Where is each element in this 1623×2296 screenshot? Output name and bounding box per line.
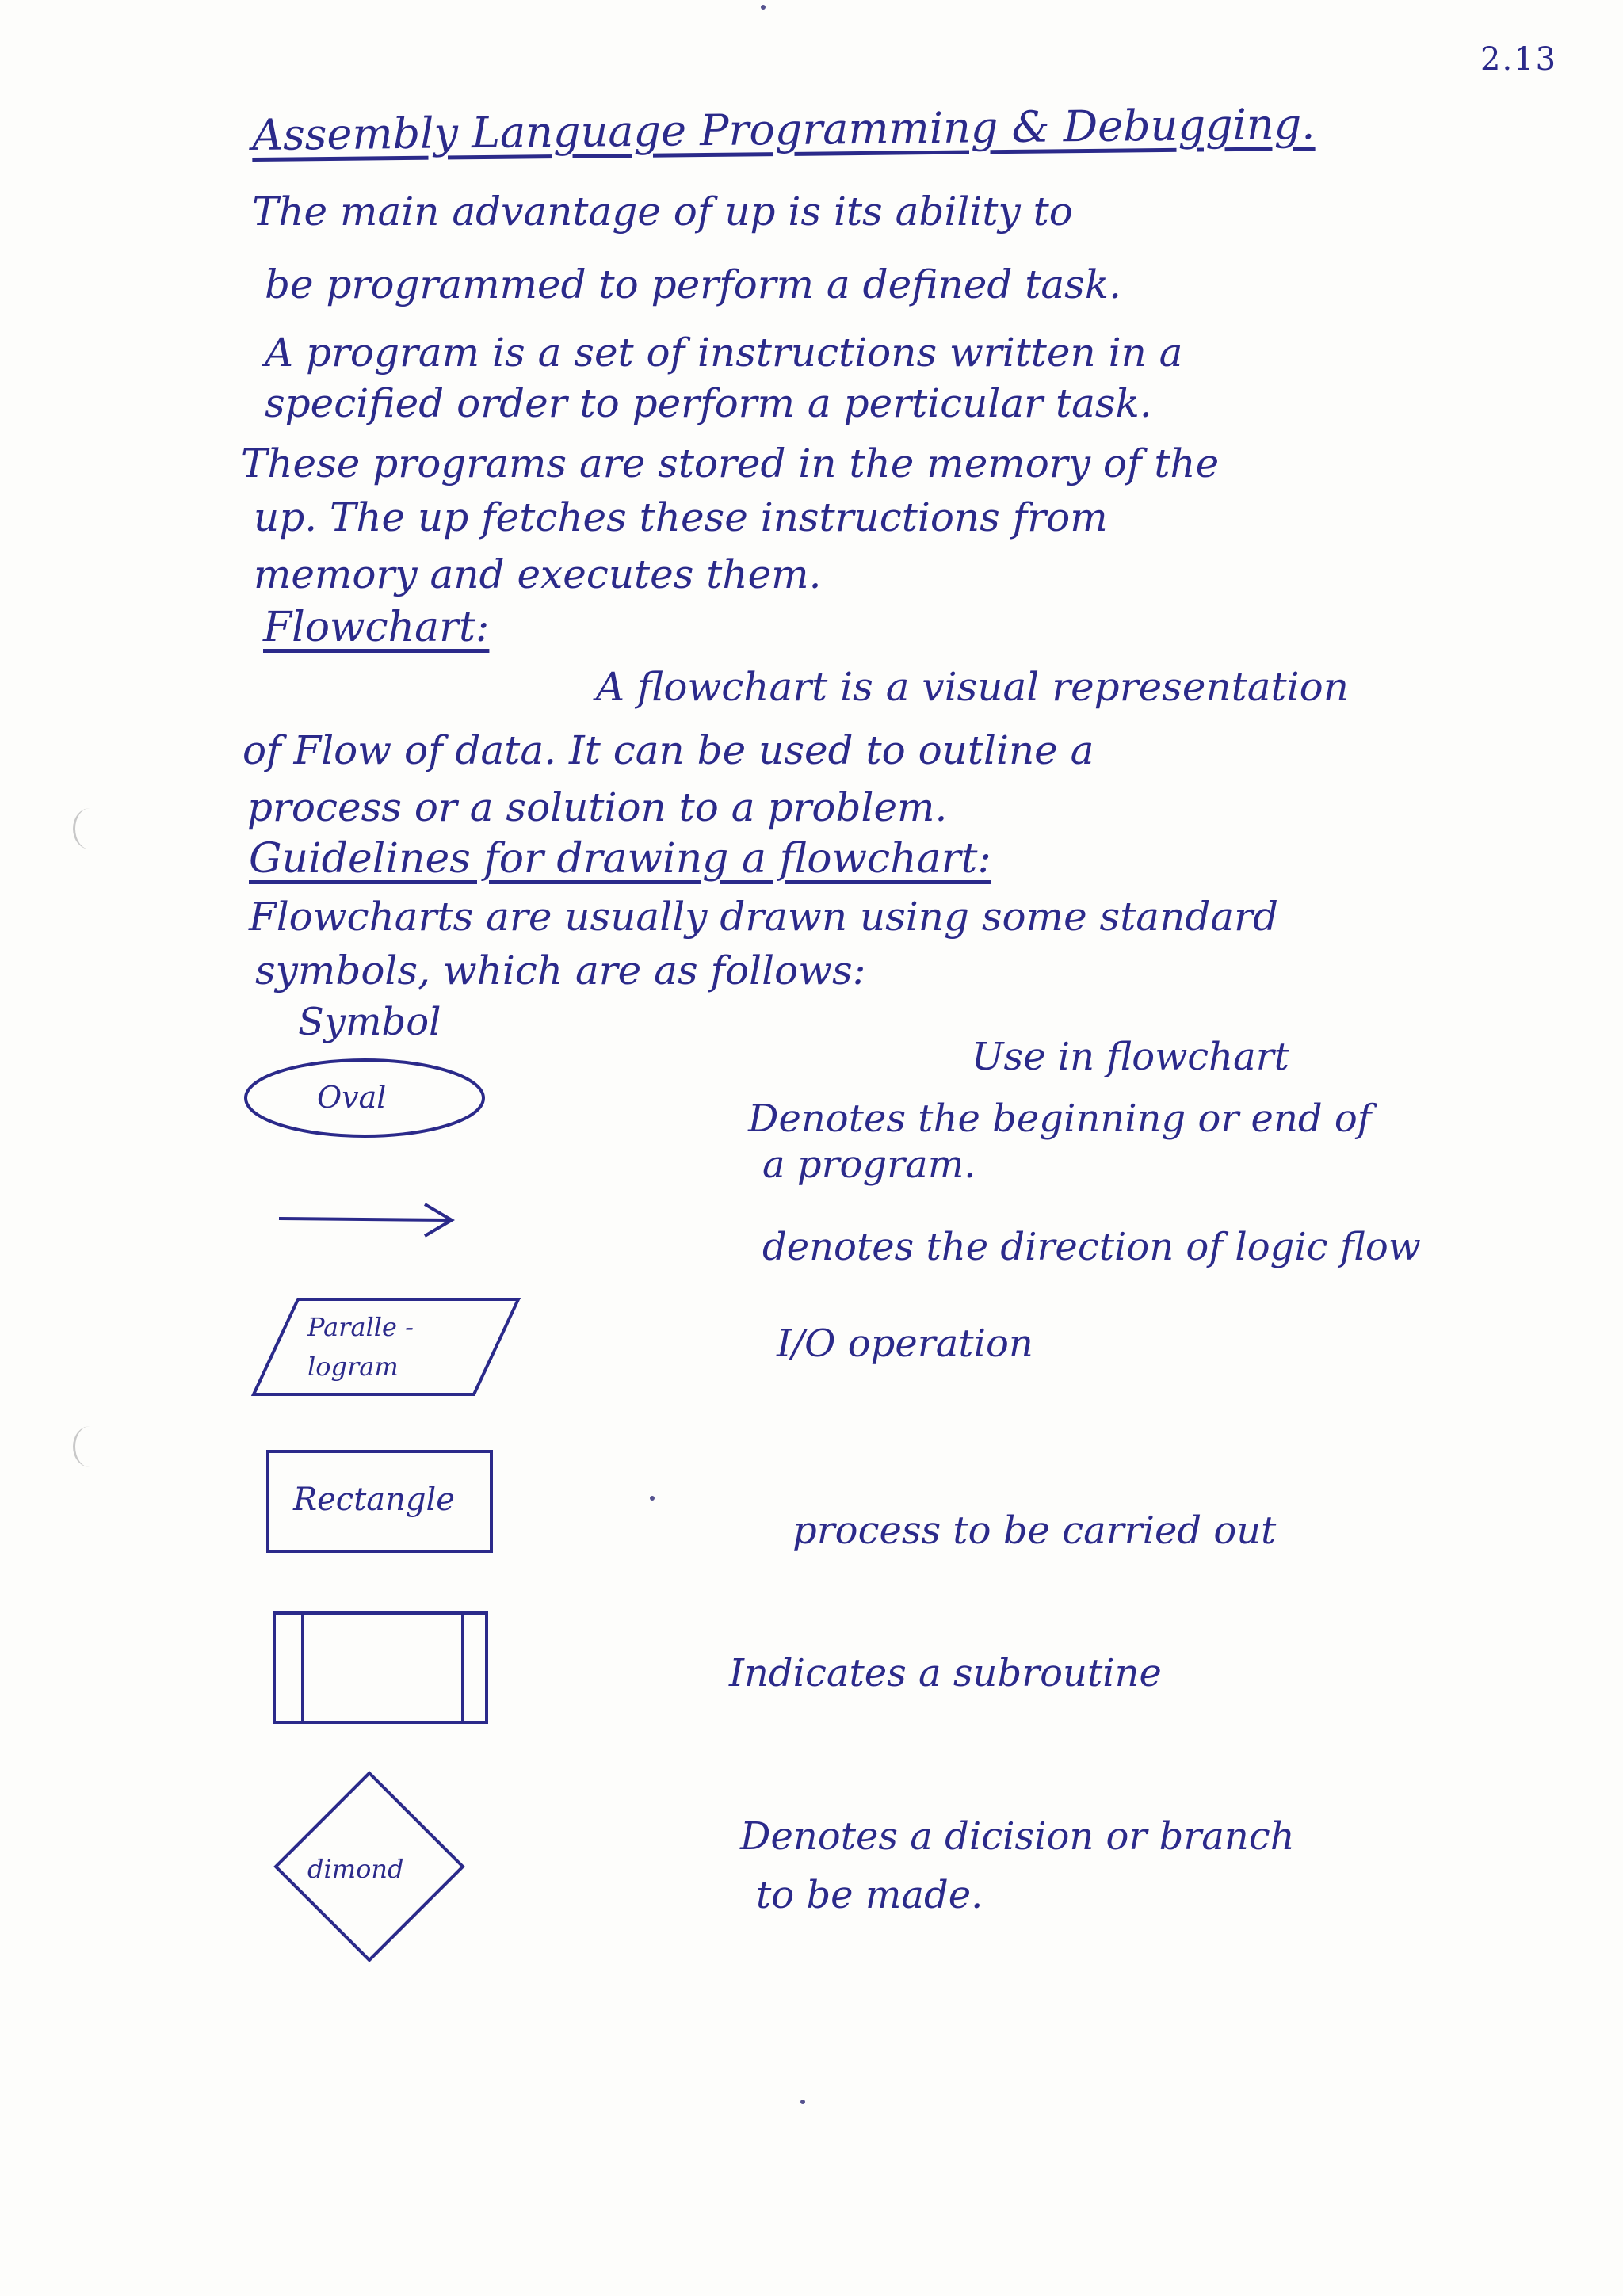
intro-line: memory and executes them. — [254, 551, 822, 597]
diamond-symbol-label: dimond — [307, 1854, 404, 1884]
oval-symbol-label: Oval — [317, 1080, 387, 1115]
oval-use-line: Denotes the beginning or end of — [748, 1097, 1372, 1141]
intro-line: up. The up fetches these instructions from — [254, 494, 1108, 540]
subroutine-use-line: Indicates a subroutine — [729, 1651, 1162, 1695]
oval-use-line: a program. — [762, 1142, 976, 1187]
arrow-use-line: denotes the direction of logic flow — [762, 1225, 1421, 1269]
symbol-column-header: Symbol — [298, 1000, 441, 1044]
flowchart-line: process or a solution to a problem. — [247, 784, 948, 830]
flowchart-line: A flowchart is a visual representation — [596, 664, 1349, 710]
parallelogram-label-line2: logram — [307, 1352, 399, 1382]
subroutine-symbol — [274, 1613, 487, 1722]
intro-line: A program is a set of instructions written in a — [265, 330, 1183, 376]
guidelines-line: symbols, which are as follows: — [255, 948, 866, 994]
flowchart-heading: Flowchart: — [263, 604, 490, 651]
page-title: Assembly Language Programming & Debugging. — [251, 98, 1316, 161]
intro-line: The main advantage of up is its ability to — [252, 189, 1073, 235]
flowchart-line: of Flow of data. It can be used to outline a — [242, 727, 1094, 773]
intro-line: These programs are stored in the memory of the — [241, 441, 1220, 486]
parallelogram-use-line: I/O operation — [777, 1322, 1033, 1366]
rectangle-use-line: process to be carried out — [792, 1508, 1277, 1553]
guidelines-heading: Guidelines for drawing a flowchart: — [249, 835, 991, 883]
diamond-use-line: Denotes a dicision or branch — [740, 1814, 1295, 1859]
use-column-header: Use in flowchart — [972, 1035, 1289, 1079]
parallelogram-label-line1: Paralle - — [307, 1312, 414, 1342]
rectangle-symbol-label: Rectangle — [293, 1482, 455, 1518]
arrow-symbol — [279, 1204, 452, 1236]
intro-line: specified order to perform a perticular task. — [265, 380, 1152, 426]
page-number: 2.13 — [1480, 41, 1558, 78]
diamond-use-line: to be made. — [756, 1873, 983, 1917]
guidelines-line: Flowcharts are usually drawn using some standard — [249, 894, 1279, 940]
intro-line: be programmed to perform a defined task. — [265, 261, 1122, 307]
